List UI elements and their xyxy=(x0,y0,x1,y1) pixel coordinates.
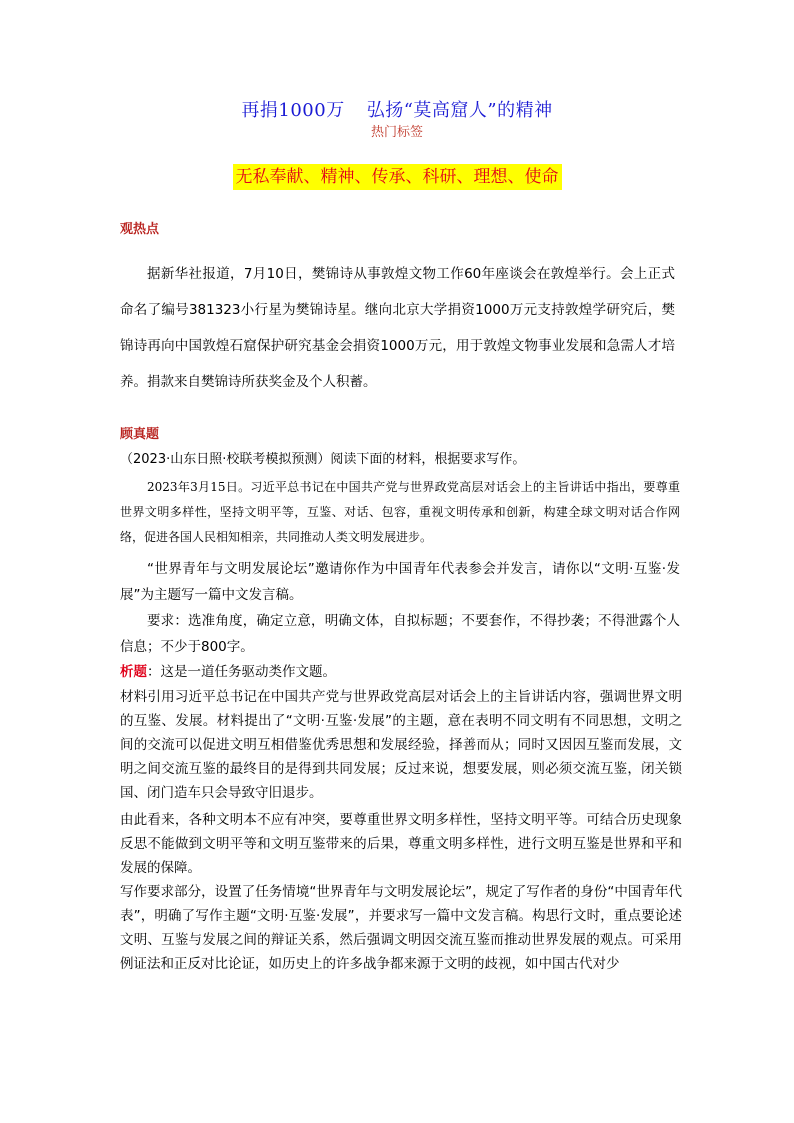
hot-tags: 无私奉献、精神、传承、科研、理想、使命 xyxy=(233,164,562,190)
question-heading: 顾真题 xyxy=(120,427,160,442)
document-subtitle: 热门标签 xyxy=(370,125,423,140)
question-requirement: 要求：选准角度，确定立意，明确文体，自拟标题；不要套作，不得抄袭；不得泄露个人信息；不少于800字。 xyxy=(120,613,680,655)
title-part-1: 再捐1000万 xyxy=(241,100,345,121)
analysis-paragraph-3: 写作要求部分，设置了任务情境“世界青年与文明发展论坛”，规定了写作者的身份“中国青年代表”，明确了写作主题“文明·互鉴·发展”，并要求写一篇中文发言稿。构思行文时，重点要论述文明、互鉴与发展之间的辩证关系，然后强调文明因交流互鉴而推动世界发展的观点。可采用例证法和正反对比论证，如历史上的许多战争都来源于文明的歧视，如中国古代对少 xyxy=(120,884,682,972)
hot-view-paragraph: 据新华社报道，7月10日，樊锦诗从事敦煌文物工作60年座谈会在敦煌举行。会上正式命名了编号381323小行星为樊锦诗星。继向北京大学捐资1000万元支持敦煌学研究后，樊锦诗再向中国敦煌石窟保护研究基金会捐资1000万元，用于敦煌文物事业发展和急需人才培养。捐款来自樊锦诗所获奖金及个人积蓄。 xyxy=(120,266,675,390)
hot-view-heading: 观热点 xyxy=(120,222,160,237)
analysis-lead: ：这是一道任务驱动类作文题。 xyxy=(147,664,336,680)
analysis-paragraph-1: 材料引用习近平总书记在中国共产党与世界政党高层对话会上的主旨讲话内容，强调世界文明的互鉴、发展。材料提出了“文明·互鉴·发展”的主题，意在表明不同文明有不同思想，文明之间的交流可以促进文明互相借鉴优秀思想和发展经验，择善而从；同时又因因互鉴而发展，文明之间交流互鉴的最终目的是得到共同发展；反过来说，想要发展，则必须交流互鉴，闭关锁国、闭门造车只会导致守旧退步。 xyxy=(120,689,682,801)
title-part-2: 弘扬“莫高窟人”的精神 xyxy=(366,100,553,121)
analysis-paragraph-2: 由此看来，各种文明本不应有冲突，要尊重世界文明多样性，坚持文明平等。可结合历史现象反思不能做到文明平等和文明互鉴带来的后果，尊重文明多样性，进行文明互鉴是世界和平和发展的保障。 xyxy=(120,812,682,876)
tags-row xyxy=(0,164,794,190)
question-quote: 2023年3月15日。习近平总书记在中国共产党与世界政党高层对话会上的主旨讲话中指出，要尊重世界文明多样性，坚持文明平等，互鉴、对话、包容，重视文明传承和创新，构建全球文明对话合作网络，促进各国人民相知相亲，共同推动人类文明发展进步。 xyxy=(120,480,680,544)
question-intro: （2023·山东日照·校联考模拟预测）阅读下面的材料，根据要求写作。 xyxy=(120,452,526,467)
question-prompt: “世界青年与文明发展论坛”邀请你作为中国青年代表参会并发言，请你以“文明·互鉴·发展”为主题写一篇中文发言稿。 xyxy=(120,561,680,603)
document-title xyxy=(0,96,794,122)
analysis-label: 析题 xyxy=(120,664,147,680)
analysis-heading xyxy=(120,661,336,683)
